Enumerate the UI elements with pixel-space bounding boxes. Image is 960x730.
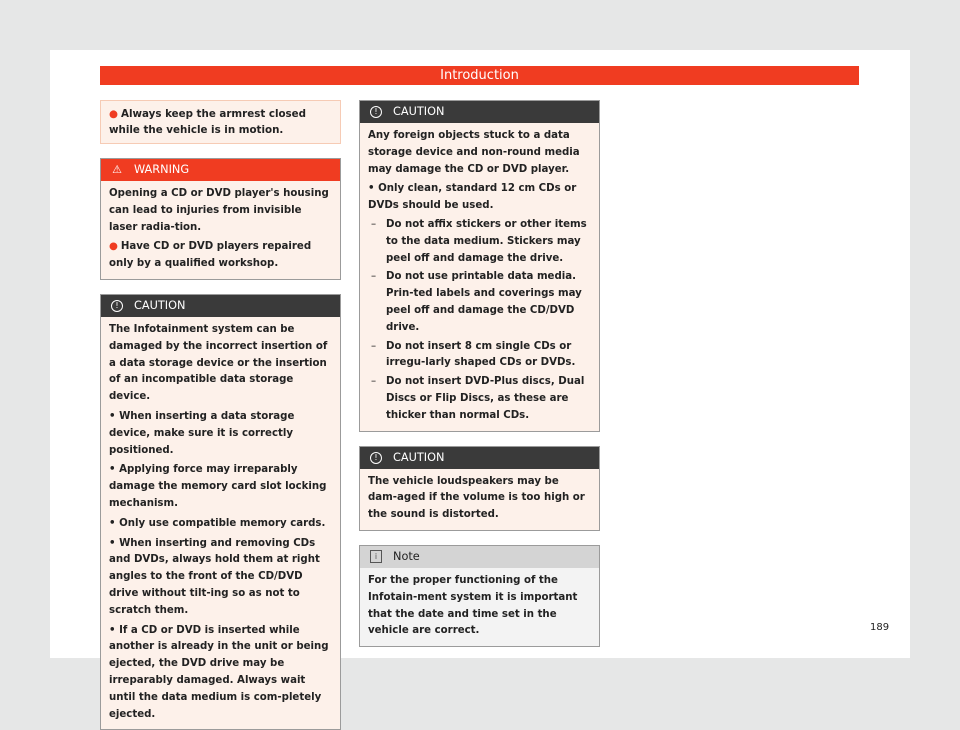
caution-item-text: Only clean, standard 12 cm CDs or DVDs should be used. bbox=[368, 183, 577, 212]
warning-body bbox=[101, 181, 340, 279]
caution-item-text: Only use compatible memory cards. bbox=[119, 517, 326, 529]
caution-item-text: When inserting and removing CDs and DVDs, always hold them at right angles to the front of the CD/DVD drive without tilt-ing so as not to scratch them. bbox=[109, 537, 320, 616]
warning-title: WARNING bbox=[134, 163, 190, 176]
warning-text: Opening a CD or DVD player's housing can lead to injuries from invisible laser radia-tion. bbox=[109, 188, 329, 233]
caution-subitem-text: Do not affix stickers or other items to the data medium. Stickers may peel off and damage the drive. bbox=[386, 218, 587, 264]
caution-item-text: If a CD or DVD is inserted while another is already in the unit or being ejected, the DVD drive may be irreparably damaged. Always wait until the data medium is com-pletely ejected. bbox=[109, 624, 329, 720]
note-title: Note bbox=[393, 549, 420, 563]
caution-box-loudspeakers bbox=[359, 446, 600, 531]
intro-bullet-text: Always keep the armrest closed while the vehicle is in motion. bbox=[109, 108, 307, 136]
caution-subitem-text: Do not use printable data media. Prin-ted labels and coverings may peel off and damage the CD/DVD drive. bbox=[386, 271, 582, 333]
caution-item-text: When inserting a data storage device, make sure it is correctly positioned. bbox=[109, 410, 295, 456]
warning-bullet bbox=[109, 239, 332, 273]
bullet-icon: ● bbox=[109, 108, 118, 120]
note-text: For the proper functioning of the Infotain-ment system it is important that the date and time set in the vehicle are correct. bbox=[368, 574, 578, 637]
exclamation-circle-icon: ! bbox=[369, 101, 383, 123]
caution-item: • Only use compatible memory cards. bbox=[109, 517, 326, 529]
caution-body bbox=[101, 317, 340, 729]
info-icon: i bbox=[369, 546, 383, 568]
caution-header bbox=[360, 101, 599, 123]
caution-header bbox=[101, 295, 340, 317]
exclamation-circle-icon: ! bbox=[369, 447, 383, 469]
middle-column bbox=[359, 100, 600, 647]
caution-box-media bbox=[359, 100, 600, 432]
caution-item: • If a CD or DVD is inserted while another is already in the unit or being ejected, the DVD drive may be irreparably damaged. Always wait until the data medium is com-pletely ejected. bbox=[109, 624, 329, 720]
caution-text: The Infotainment system can be damaged by the incorrect insertion of a data storage device or the insertion of an incompatible data storage device. bbox=[109, 323, 328, 403]
page-number: 189 bbox=[870, 622, 890, 633]
warning-header bbox=[101, 159, 340, 181]
caution-title: CAUTION bbox=[393, 105, 445, 118]
note-body bbox=[360, 568, 599, 646]
caution-title: CAUTION bbox=[134, 298, 186, 312]
intro-bullet-box bbox=[100, 100, 341, 144]
warning-bullet-text: Have CD or DVD players repaired only by a qualified workshop. bbox=[109, 241, 312, 270]
caution-subitem: – Do not insert 8 cm single CDs or irregu-larly shaped CDs or DVDs. bbox=[371, 340, 576, 369]
warning-box bbox=[100, 158, 341, 280]
caution-item: • When inserting and removing CDs and DVDs, always hold them at right angles to the front of the CD/DVD drive without tilt-ing so as not to scratch them. bbox=[109, 537, 320, 616]
note-box bbox=[359, 545, 600, 647]
warning-triangle-icon: ⚠ bbox=[112, 163, 122, 176]
caution-header bbox=[360, 447, 599, 469]
caution-item: • Only clean, standard 12 cm CDs or DVDs should be used. bbox=[368, 183, 577, 212]
caution-text: Any foreign objects stuck to a data storage device and non-round media may damage the CD or DVD player. bbox=[368, 130, 580, 175]
caution-text: The vehicle loudspeakers may be dam-aged if the volume is too high or the sound is distorted. bbox=[368, 475, 585, 521]
caution-subitem: – Do not insert DVD-Plus discs, Dual Discs or Flip Discs, as these are thicker than normal CDs. bbox=[371, 376, 585, 421]
caution-item: • When inserting a data storage device, make sure it is correctly positioned. bbox=[109, 410, 295, 456]
caution-subitem-text: Do not insert 8 cm single CDs or irregu-larly shaped CDs or DVDs. bbox=[386, 340, 576, 369]
caution-item: • Applying force may irreparably damage the memory card slot locking mechanism. bbox=[109, 464, 327, 509]
caution-subitem: – Do not use printable data media. Prin-ted labels and coverings may peel off and damage the CD/DVD drive. bbox=[371, 271, 582, 333]
section-header: Introduction bbox=[100, 66, 859, 85]
caution-subitem-text: Do not insert DVD-Plus discs, Dual Discs or Flip Discs, as these are thicker than normal CDs. bbox=[386, 376, 585, 421]
caution-box bbox=[100, 294, 341, 730]
bullet-icon: ● bbox=[109, 241, 118, 253]
left-column bbox=[100, 100, 341, 730]
note-header bbox=[360, 546, 599, 568]
caution-subitem: – Do not affix stickers or other items to the data medium. Stickers may peel off and damage the drive. bbox=[371, 218, 587, 264]
caution-body bbox=[360, 469, 599, 530]
caution-item-text: Applying force may irreparably damage the memory card slot locking mechanism. bbox=[109, 464, 327, 509]
caution-body bbox=[360, 123, 599, 431]
exclamation-circle-icon: ! bbox=[110, 295, 124, 317]
caution-title: CAUTION bbox=[393, 450, 445, 464]
